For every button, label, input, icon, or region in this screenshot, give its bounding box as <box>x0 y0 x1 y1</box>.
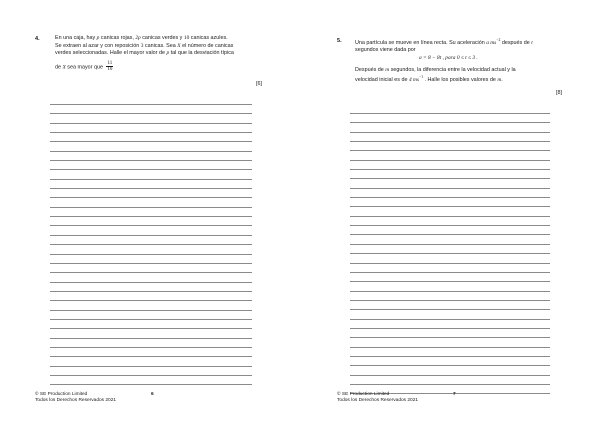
footer-copyright <box>337 392 418 404</box>
answer-line <box>50 104 252 105</box>
answer-line <box>50 375 252 376</box>
answer-line <box>50 282 252 283</box>
equation: a = 8 − 8t , para 0 ≤ t ≤ 3 . <box>419 54 478 61</box>
page-number: 7 <box>453 392 456 397</box>
answer-line <box>350 234 550 235</box>
footer-line-2: Todos los Derechos Reservados 2021 <box>35 397 117 403</box>
answer-line <box>50 123 252 124</box>
answer-line <box>50 347 252 348</box>
answer-line <box>350 328 550 329</box>
footer-copyright <box>35 392 116 404</box>
question-text-line-1: Una partícula se mueve en línea recta. Su aceleración a $ms^{-2}$ después de t <box>355 38 533 46</box>
answer-line <box>350 300 550 301</box>
answer-line <box>50 188 252 189</box>
answer-line <box>50 235 252 236</box>
marks-label: [8] <box>556 90 562 96</box>
answer-line <box>50 356 252 357</box>
answer-line <box>350 188 550 189</box>
answer-lines <box>50 104 252 394</box>
answer-line <box>50 319 252 320</box>
answer-line <box>350 225 550 226</box>
answer-line <box>350 113 550 114</box>
answer-line <box>350 150 550 151</box>
answer-line <box>50 179 252 180</box>
answer-line <box>350 160 550 161</box>
answer-line <box>50 300 252 301</box>
answer-line <box>350 365 550 366</box>
question-text <box>55 35 275 73</box>
question-text-line-2: Se extraen al azar y con reposición 3 canicas. Sea X el número de canicas <box>55 42 234 49</box>
answer-line <box>50 207 252 208</box>
answer-line <box>350 178 550 179</box>
answer-line <box>350 244 550 245</box>
answer-line <box>50 216 252 217</box>
footer-line-1: © SE Production Limited <box>35 392 88 397</box>
question-number: 5. <box>337 38 342 44</box>
answer-line <box>350 337 550 338</box>
marks-label: [6] <box>256 81 262 87</box>
answer-line <box>350 197 550 198</box>
question-number: 4. <box>35 36 40 42</box>
answer-lines <box>350 113 550 403</box>
answer-line <box>350 132 550 133</box>
answer-line <box>50 151 252 152</box>
answer-line <box>50 254 252 255</box>
answer-line <box>350 141 550 142</box>
question-text-line-1: En una caja, hay p canicas rojas, 2p canicas verdes y 10 canicas azules. <box>55 35 228 41</box>
answer-line <box>50 225 252 226</box>
answer-line <box>350 253 550 254</box>
question-text-line-2: segundos viene dada por <box>355 47 416 54</box>
page-number: 6 <box>151 392 154 397</box>
question-text-line-3: Después de m segundos, la diferencia entre la velocidad actual y la <box>355 66 516 73</box>
question-text-line-4: velocidad inicial es de 4 $ms^{-1}$ . Halle los posibles valores de m. <box>355 75 503 83</box>
answer-line <box>350 206 550 207</box>
question-text <box>355 37 570 85</box>
answer-line <box>350 291 550 292</box>
answer-line <box>50 197 252 198</box>
answer-line <box>350 319 550 320</box>
footer-line-2: Todos los Derechos Reservados 2021 <box>337 397 419 403</box>
answer-line <box>50 310 252 311</box>
answer-line <box>350 263 550 264</box>
question-text-line-3: verdes seleccionadas. Halle el mayor valor de p tal que la desviación típica <box>55 50 234 57</box>
answer-line <box>50 291 252 292</box>
answer-line <box>50 328 252 329</box>
answer-line <box>350 375 550 376</box>
answer-line <box>350 169 550 170</box>
fraction-11-10: $\frac{11}{10}$ <box>107 60 113 73</box>
answer-line <box>50 366 252 367</box>
answer-line <box>350 122 550 123</box>
answer-line <box>50 132 252 133</box>
answer-line <box>50 338 252 339</box>
answer-line <box>50 263 252 264</box>
footer-line-1: © SE Production Limited <box>337 392 390 397</box>
answer-line <box>350 309 550 310</box>
answer-line <box>50 141 252 142</box>
answer-line <box>350 347 550 348</box>
answer-line <box>50 169 252 170</box>
answer-line <box>50 384 252 385</box>
answer-line <box>350 356 550 357</box>
right-page <box>300 0 600 424</box>
answer-line <box>350 281 550 282</box>
answer-line <box>50 244 252 245</box>
answer-line <box>50 272 252 273</box>
answer-line <box>350 216 550 217</box>
answer-line <box>350 384 550 385</box>
question-text-line-4: de X sea mayor que $\frac{11}{10}$ <box>55 60 113 73</box>
answer-line <box>50 160 252 161</box>
answer-line <box>50 113 252 114</box>
answer-line <box>350 272 550 273</box>
